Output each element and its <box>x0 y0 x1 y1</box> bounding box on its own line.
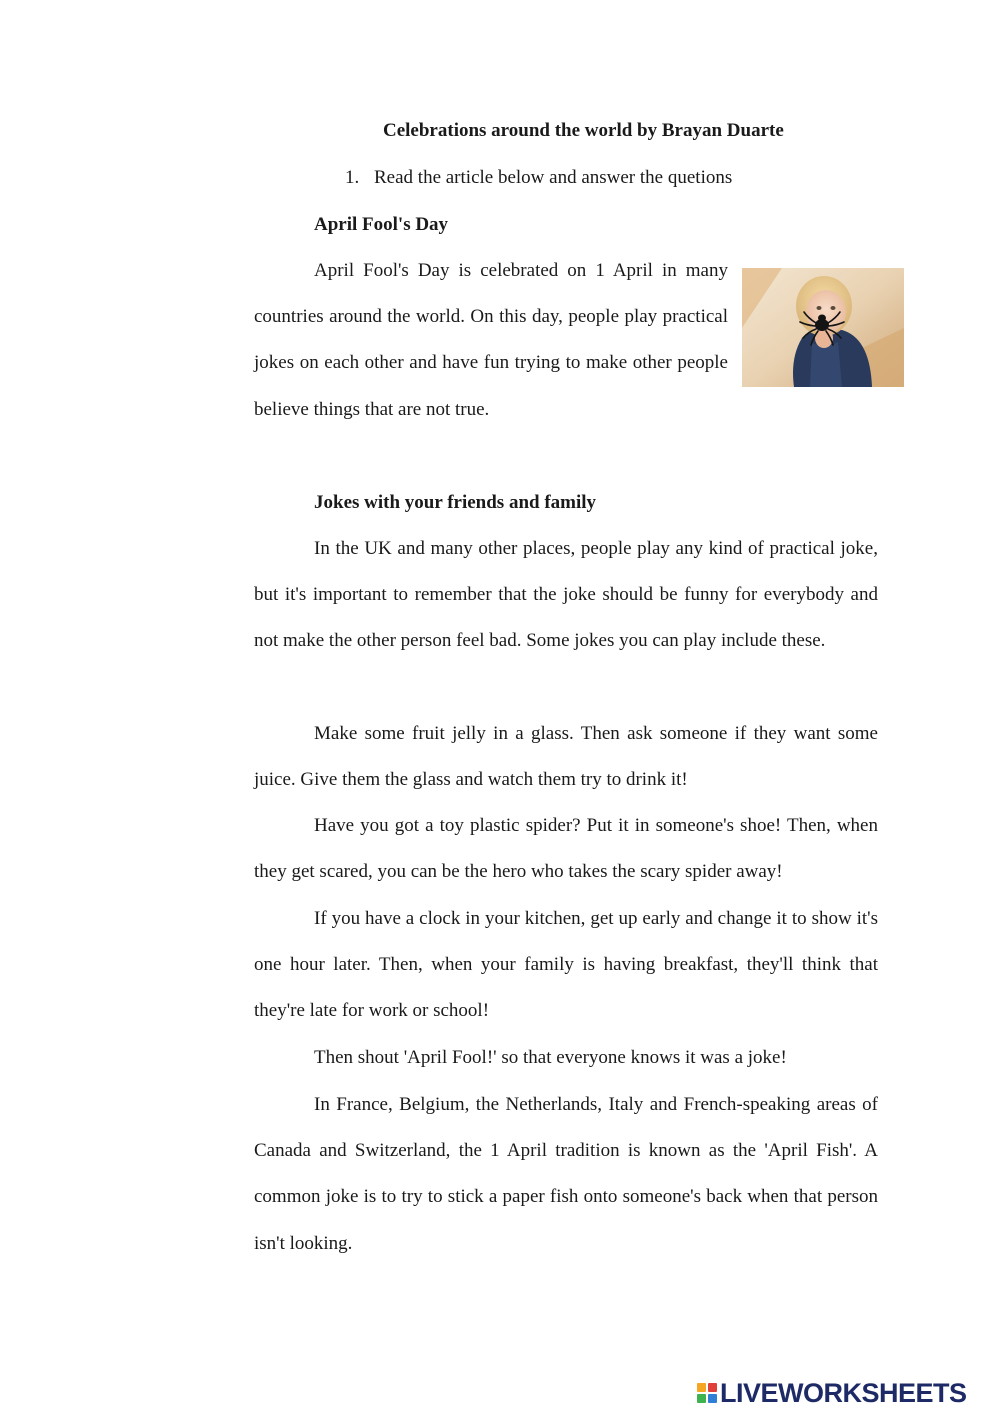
section1-paragraph-text: April Fool's Day is celebrated on 1 April in many countries around the world. On this day, people play practical jokes on each other and have fun trying to make other people believe things that are not true. <box>254 260 728 420</box>
instruction-item <box>345 167 732 189</box>
document-title: Celebrations around the world by Brayan Duarte <box>383 120 784 141</box>
logo-square-blue <box>708 1394 717 1403</box>
section-heading-april-fools-day: April Fool's Day <box>314 214 449 235</box>
child-with-spider-photo <box>742 268 904 387</box>
section-heading-jokes: Jokes with your friends and family <box>314 492 597 513</box>
liveworksheets-logo <box>697 1378 967 1408</box>
liveworksheets-logo-text: LIVEWORKSHEETS <box>720 1377 967 1408</box>
spider-joke-paragraph: Have you got a toy plastic spider? Put it in someone's shoe! Then, when they get scared, you can be the hero who takes the scary spider away! <box>254 815 878 883</box>
april-fish-paragraph: In France, Belgium, the Netherlands, Italy and French-speaking areas of Canada and Switzerland, the 1 April tradition is known as the 'April Fish'. A common joke is to try to stick a paper fish onto someone's back when that person isn't looking. <box>254 1094 878 1254</box>
april-fool-shout-paragraph: Then shout 'April Fool!' so that everyone knows it was a joke! <box>314 1047 787 1068</box>
jokes-paragraph: In the UK and many other places, people play any kind of practical joke, but it's important to remember that the joke should be funny for everybody and not make the other person feel bad. Some jokes you can play include these. <box>254 538 878 652</box>
liveworksheets-logo-icon <box>697 1383 717 1403</box>
jelly-joke-paragraph: Make some fruit jelly in a glass. Then ask someone if they want some juice. Give them the glass and watch them try to drink it! <box>254 723 878 791</box>
logo-square-green <box>697 1394 706 1403</box>
instruction-number: 1. <box>345 167 360 188</box>
instruction-text: Read the article below and answer the quetions <box>374 167 733 188</box>
clock-joke-paragraph: If you have a clock in your kitchen, get up early and change it to show it's one hour later. Then, when your family is having breakfast, they'll think that they're late for work or school! <box>254 908 878 1022</box>
logo-square-orange <box>697 1383 706 1392</box>
logo-square-red <box>708 1383 717 1392</box>
section1-paragraph <box>254 248 878 433</box>
